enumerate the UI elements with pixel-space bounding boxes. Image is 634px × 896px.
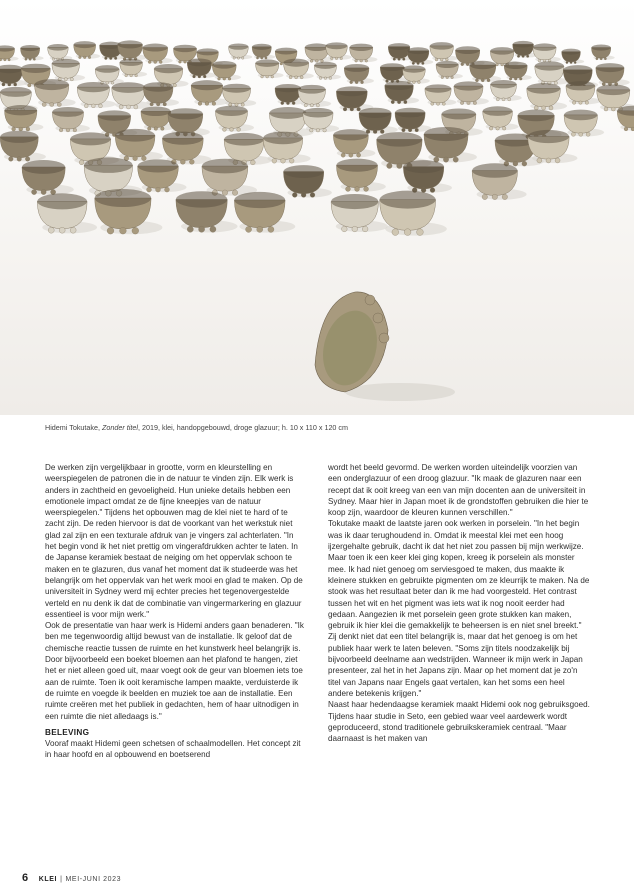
paragraph: Zij denkt niet dat een titel belangrijk is, maar dat het genoeg is om het publiek haar werk te laten beleven. "Soms zijn titels noodzakelijk bij bijvoorbeeld deelname aan wedstrijden. Wanneer ik mijn werk in Japan presenteer, zal het in het Japans zijn. Maar op het moment dat je zo'n titel van Japans naar Engels gaat vertalen, kan het soms een heel andere betekenis krijgen." <box>328 632 583 698</box>
ceramic-bowl <box>336 159 385 192</box>
ceramic-bowl <box>395 108 431 132</box>
photo-caption <box>45 423 605 433</box>
ceramic-bowls-installation-photo <box>0 0 634 415</box>
ceramic-bowl <box>95 65 124 84</box>
paragraph: Naast haar hedendaagse keramiek maakt Hidemi ook nog gebruiksgoed. Tijdens haar studie in Seto, een gebied waar veel aardewerk wordt geproduceerd, stond traditionele gebruikskeramiek centraal. "Maar daarnaast is het maken van <box>328 700 590 744</box>
ceramic-bowl <box>229 43 253 59</box>
article-column-left <box>45 462 307 842</box>
footer-separator: | <box>60 876 63 883</box>
ceramic-bowl <box>430 42 458 61</box>
ceramic-bowl <box>115 129 163 161</box>
ceramic-bowl <box>5 105 44 131</box>
ceramic-bowl <box>284 59 314 79</box>
tipped-bowl <box>315 292 455 401</box>
issue-date: MEI-JUNI 2023 <box>65 876 122 883</box>
ceramic-bowl <box>326 42 352 59</box>
ceramic-bowl <box>564 110 604 137</box>
section-heading: BELEVING <box>45 727 90 737</box>
ceramic-bowl <box>407 47 433 64</box>
ceramic-bowl <box>617 106 634 131</box>
ceramic-bowl <box>52 107 89 132</box>
magazine-name: KLEI <box>38 876 58 883</box>
ceramic-bowl <box>385 81 419 104</box>
ceramic-bowl <box>74 41 100 59</box>
ceramic-bowl <box>359 108 398 134</box>
ceramic-bowl <box>212 61 241 80</box>
ceramic-bowl <box>0 131 46 162</box>
ceramic-bowl <box>37 193 97 233</box>
ceramic-bowl <box>314 62 341 80</box>
ceramic-bowl <box>527 83 567 110</box>
ceramic-bowl <box>403 65 430 83</box>
ceramic-bowl <box>234 192 295 233</box>
ceramic-bowl <box>222 84 256 107</box>
ceramic-bowl <box>490 80 521 101</box>
ceramic-bowl <box>350 44 378 63</box>
ceramic-bowl <box>303 108 339 132</box>
ceramic-bowl <box>333 129 375 157</box>
ceramic-bowl <box>143 44 173 64</box>
ceramic-bowl <box>591 44 614 59</box>
ceramic-bowl <box>77 82 116 108</box>
ceramic-bowl <box>472 163 527 199</box>
paragraph: Tokutake maakt de laatste jaren ook werken in porselein. "In het begin was ik daar terughoudend in. Omdat ik meestal klei met een hoog ijzergehalte gebruik, dacht ik dat het niet zou passen bij mijn werkwijze. Maar toen ik een keer klei ging kopen, kreeg ik porselein als monster mee. Ik had niet genoeg om serviesgoed te maken, dus maakte ik kleinere stukken en gebruikte pigmenten om ze kleurrijk te maken. Na de stook was het resultaat beter dan ik me had voorgesteld. Het contrast tussen het wit en het pigment was iets wat ik nog nooit eerder had gedaan. Aangezien ik met porselein geen grote stukken kan maken, gebruik ik hier klei die gemakkelijk te beheersen is en niet snel breekt." <box>328 519 590 631</box>
page-number: 6 <box>22 872 29 884</box>
ceramic-bowl <box>21 45 44 60</box>
ceramic-bowl <box>528 130 578 163</box>
ceramic-bowl <box>252 44 275 59</box>
installation-photo <box>0 0 634 415</box>
ceramic-bowl <box>120 59 147 77</box>
ceramic-bowl <box>162 132 211 165</box>
ceramic-bowl <box>504 62 532 80</box>
article-body <box>45 462 590 842</box>
ceramic-bowl <box>454 81 489 104</box>
ceramic-bowl <box>425 84 457 105</box>
ceramic-bowl <box>336 86 373 111</box>
ceramic-bowl <box>215 106 254 132</box>
ceramic-bowl <box>0 45 18 61</box>
ceramic-bowl <box>52 59 85 81</box>
ceramic-bowl <box>263 132 310 164</box>
page-footer <box>22 872 121 884</box>
ceramic-bowl <box>48 44 73 61</box>
ceramic-bowl <box>380 191 447 236</box>
ceramic-bowl <box>562 49 584 64</box>
ceramic-bowl <box>403 160 452 193</box>
paragraph: Vooraf maakt Hidemi geen schetsen of schaalmodellen. Het concept zit in haar hoofd en al opbouwend en boetserend <box>45 739 301 760</box>
ceramic-bowl <box>331 194 388 232</box>
paragraph: wordt het beeld gevormd. De werken worden uiteindelijk voorzien van een onderglazuur of een droog glazuur. "Ik maak de glazuren naar een recept dat ik ooit kreeg van een van mijn docenten aan de universiteit in Sydney. Maar hier in Japan moet ik de grondstoffen gebruiken die hier te koop zijn, waardoor de kleuren kunnen verschillen." <box>328 463 589 518</box>
ceramic-bowl <box>22 160 74 195</box>
paragraph: Ook de presentatie van haar werk is Hidemi anders gaan benaderen. "Ik ben me tegenwoordig altijd bewust van de installatie. Ik geloof dat de chemische reactie tussen de ruimte en het kunstwerk heel belangrijk is. Door bijvoorbeeld een boeket bloemen aan het plafond te hangen, ziet het er niet alleen goed uit, maar voegt ook de geur van bloemen iets toe aan de ruimte. Toen ik ooit keramische lampen maakte, verduisterde ik de ruimte en voegde ik beelden en muziek toe aan de installatie. Een ruimte creëren met het publiek in gedachten, hem of haar uitnodigen in een ruimte die niet alledaags is." <box>45 621 304 721</box>
ceramic-bowl <box>344 64 374 84</box>
caption-artist: Hidemi Tokutake, <box>45 423 102 432</box>
ceramic-bowl <box>35 79 76 106</box>
ceramic-bowl <box>176 191 238 232</box>
paragraph: De werken zijn vergelijkbaar in grootte, vorm en kleurstelling en weerspiegelen de patronen die in de natuur te vinden zijn. Elk werk is anders in zachtheid en gevoeligheid. Hun unieke details hebben een emotionele impact omdat ze de fijne kneepjes van de natuur weerspiegelen." Tijdens het opbouwen mag de klei niet te hard of te zacht zijn. De reden hiervoor is dat de voorkant van het werkstuk niet glad zal zijn en een texturale afdruk van je vingers zal achterlaten. "In het begin vond ik het niet prettig om vingerafdrukken achter te laten. In de Japanse keramiek bestaat de neiging om het oppervlak schoon te maken en te glazuren, dus vanaf het moment dat ik studeerde was het belangrijk om het oppervlak van het werk mooi en glad te maken. Op de universiteit in Sydney werd mij echter precies het tegenovergestelde verteld en nu denk ik dat de combinatie van vingermarkering en glazuur essentieel is voor mijn werk." <box>45 463 303 619</box>
ceramic-bowl <box>298 85 331 107</box>
ceramic-bowl <box>483 106 519 130</box>
caption-details: , 2019, klei, handopgebouwd, droge glazuur; h. 10 x 110 x 120 cm <box>137 423 349 432</box>
ceramic-bowl <box>533 43 561 62</box>
ceramic-bowl <box>138 159 187 192</box>
ceramic-bowl <box>596 63 630 86</box>
caption-title: Zonder titel <box>102 423 138 432</box>
article-column-right <box>328 462 590 842</box>
ceramic-bowl <box>95 189 163 234</box>
ceramic-bowl <box>283 165 331 197</box>
